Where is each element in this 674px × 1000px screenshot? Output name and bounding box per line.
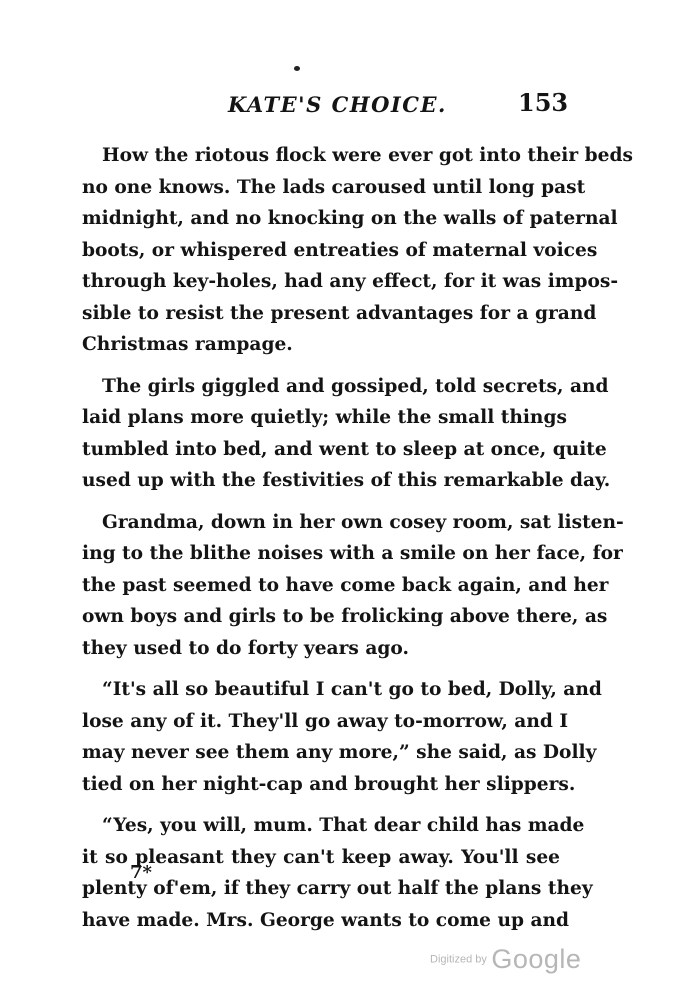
body-text xyxy=(82,140,633,946)
running-title: KATE'S CHOICE. xyxy=(228,92,447,117)
text-line: “Yes, you will, mum. That dear child has made xyxy=(102,815,585,836)
text-line: How the riotous flock were ever got into their beds xyxy=(102,145,633,166)
text-line: have made. Mrs. George wants to come up and xyxy=(82,909,570,931)
text-line: Grandma, down in her own cosey room, sat listen- xyxy=(102,511,624,533)
text-line: no one knows. The lads caroused until long past xyxy=(82,176,586,198)
paragraph xyxy=(82,810,593,936)
text-line: Christmas rampage. xyxy=(82,334,293,355)
paragraph xyxy=(82,674,602,800)
text-line: may never see them any more,” she said, as Dolly xyxy=(82,742,597,763)
text-line: the past seemed to have come back again, and her xyxy=(82,574,609,596)
text-line: boots, or whispered entreaties of maternal voices xyxy=(82,239,598,261)
paragraph xyxy=(82,140,633,361)
page-header xyxy=(0,88,674,122)
text-line: sible to resist the present advantages for a grand xyxy=(82,302,597,324)
text-line: laid plans more quietly; while the small things xyxy=(82,407,567,428)
ink-speck xyxy=(294,66,300,71)
text-line: The girls giggled and gossiped, told secrets, and xyxy=(102,375,609,397)
text-line: midnight, and no knocking on the walls of paternal xyxy=(82,208,618,229)
page-number: 153 xyxy=(518,88,569,117)
text-line: tumbled into bed, and went to sleep at once, quite xyxy=(82,438,607,460)
text-line: they used to do forty years ago. xyxy=(82,637,409,659)
text-line: own boys and girls to be frolicking above there, as xyxy=(82,606,608,627)
watermark-prefix: Digitized by xyxy=(430,953,487,966)
text-line: it so pleasant they can't keep away. You'll see xyxy=(82,846,560,868)
google-logo: Google xyxy=(491,944,582,974)
text-line: ing to the blithe noises with a smile on her face, for xyxy=(82,543,623,564)
signature-mark: 7* xyxy=(130,862,152,883)
text-line: lose any of it. They'll go away to-morrow, and I xyxy=(82,710,569,732)
text-line: used up with the festivities of this remarkable day. xyxy=(82,470,611,491)
paragraph xyxy=(82,507,624,665)
paragraph xyxy=(82,371,611,497)
text-line: through key-holes, had any effect, for it was impos- xyxy=(82,271,619,292)
text-line: plenty of'em, if they carry out half the plans they xyxy=(82,878,593,899)
digitized-by-google-watermark xyxy=(430,944,581,975)
text-line: tied on her night-cap and brought her slippers. xyxy=(82,773,576,795)
text-line: “It's all so beautiful I can't go to bed, Dolly, and xyxy=(102,679,602,700)
